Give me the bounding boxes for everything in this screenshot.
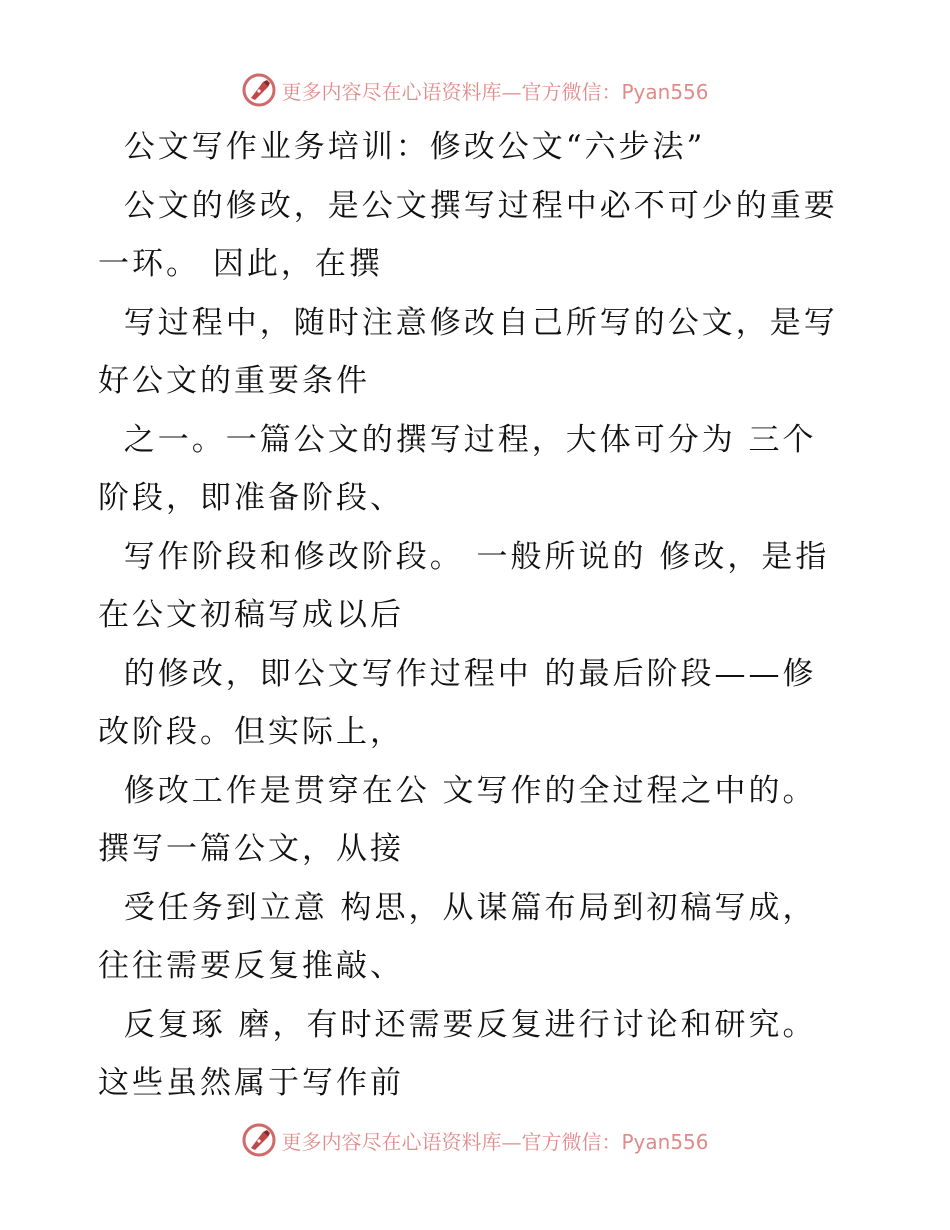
watermark-separator: — — [501, 1129, 522, 1154]
watermark-text — [281, 1126, 708, 1155]
document-line: 往往需要反复推敲、 — [98, 948, 404, 984]
document-line: 一环。 因此，在撰 — [98, 246, 383, 282]
document-body — [98, 118, 858, 1113]
document-line: 的修改，即公文写作过程中 的最后阶段——修 — [98, 655, 817, 692]
document-line: 受任务到立意 构思，从谋篇布局到初稿写成， — [98, 889, 817, 926]
watermark-wechat-label: 官方微信： — [521, 79, 622, 104]
pen-nib-logo-icon — [241, 72, 277, 108]
document-line: 好公文的重要条件 — [98, 363, 370, 399]
document-line: 撰写一篇公文，从接 — [98, 831, 404, 867]
document-line: 公文写作业务培训：修改公文“六步法” — [98, 129, 706, 165]
document-line: 阶段，即准备阶段、 — [98, 480, 404, 516]
document-line: 之一。一篇公文的撰写过程，大体可分为 三个 — [98, 421, 817, 458]
document-line: 反复琢 磨，有时还需要反复进行讨论和研究。 — [98, 1006, 817, 1043]
watermark-text — [281, 76, 708, 105]
header-watermark — [0, 70, 950, 110]
watermark-site: 更多内容尽在心语资料库 — [281, 79, 502, 104]
footer-watermark — [0, 1120, 950, 1160]
document-line: 改阶段。但实际上， — [98, 714, 404, 750]
watermark-site: 更多内容尽在心语资料库 — [281, 1129, 502, 1154]
watermark-wechat-label: 官方微信： — [521, 1129, 622, 1154]
document-line: 公文的修改，是公文撰写过程中必不可少的重要 — [98, 187, 838, 224]
document-line: 写作阶段和修改阶段。 一般所说的 修改，是指 — [98, 538, 830, 575]
watermark-wechat-id: Pyan556 — [621, 79, 709, 104]
document-line: 在公文初稿写成以后 — [98, 597, 404, 633]
document-line: 写过程中，随时注意修改自己所写的公文，是写 — [98, 304, 838, 341]
document-line: 修改工作是贯穿在公 文写作的全过程之中的。 — [98, 772, 817, 809]
pen-nib-logo-icon — [241, 1122, 277, 1158]
watermark-separator: — — [501, 79, 522, 104]
watermark-wechat-id: Pyan556 — [621, 1129, 709, 1154]
document-line: 这些虽然属于写作前 — [98, 1065, 404, 1101]
